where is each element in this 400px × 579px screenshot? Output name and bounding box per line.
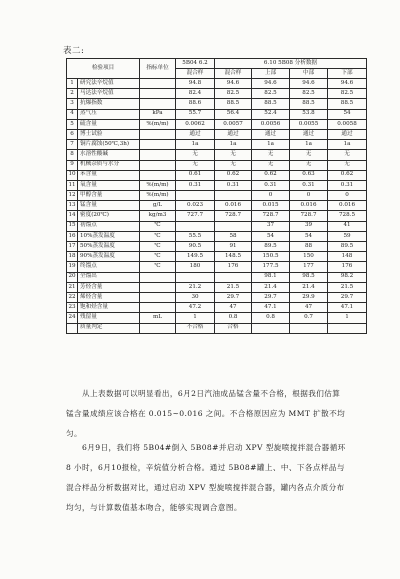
row-unit <box>140 170 176 180</box>
row-value: 1a <box>290 140 328 150</box>
row-value: 88.6 <box>176 99 215 109</box>
row-value: 29.7 <box>328 292 367 302</box>
row-number: 11 <box>67 180 78 190</box>
row-value: 无 <box>215 150 252 160</box>
row-value: 无 <box>176 150 215 160</box>
row-number: 13 <box>67 201 78 211</box>
table-row <box>67 129 367 139</box>
table-row <box>67 292 367 302</box>
row-value: 无 <box>252 160 290 170</box>
row-unit: %(m/m) <box>140 180 176 190</box>
row-value: 728.7 <box>290 211 328 221</box>
row-value: 728.7 <box>252 211 290 221</box>
table-header-row <box>67 59 367 69</box>
row-number: 14 <box>67 211 78 221</box>
row-unit: ℃ <box>140 221 176 231</box>
paragraph-remedy: 6月9日，我们将 5B04#倒入 5B08#并启动 XPV 型旋喷搅拌混合器循环 8 小时，6月10报检，辛烷值分析合格。通过 5B08#罐上、中、下各点样品与混合样品分析数据对比，通过启动 XPV 型旋喷搅拌混合器，罐内各点介质分布均匀，与计算数值基本吻合，能够实现调合意图。 <box>66 443 346 512</box>
table-row <box>67 201 367 211</box>
analysis-table <box>66 58 367 334</box>
row-number <box>67 323 78 333</box>
row-value: 148.5 <box>215 252 252 262</box>
paragraph-conclusion: 从上表数据可以明显看出，6月2日汽油成品锰含量不合格，根据我们估算锰含量成绩应该合格在 0.015~0.016 之间。不合格原因应为 MMT 扩散不均匀。 <box>66 389 346 438</box>
table-row <box>67 262 367 272</box>
row-value: 728.7 <box>215 211 252 221</box>
table-row <box>67 89 367 99</box>
row-value: 1a <box>328 140 367 150</box>
row-value: 88.5 <box>328 99 367 109</box>
row-value: 55.5 <box>176 231 215 241</box>
row-value: 94.6 <box>328 79 367 89</box>
row-item: 50%蒸发温度 <box>78 242 140 252</box>
row-value: 21.5 <box>328 282 367 292</box>
row-value: 0 <box>290 191 328 201</box>
row-item: 全馏出 <box>78 272 140 282</box>
row-number: 16 <box>67 231 78 241</box>
row-value: 94.6 <box>290 79 328 89</box>
row-unit <box>140 292 176 302</box>
row-number: 18 <box>67 252 78 262</box>
row-value <box>215 221 252 231</box>
row-item: 研究法辛烷值 <box>78 79 140 89</box>
row-value: 54 <box>328 109 367 119</box>
row-value: 0 <box>328 191 367 201</box>
header-group-b: 6.10 5B08 分析数据 <box>215 59 367 69</box>
row-item: 机械杂质与水分 <box>78 160 140 170</box>
table-row <box>67 140 367 150</box>
row-value: 29.9 <box>290 292 328 302</box>
row-number: 7 <box>67 140 78 150</box>
row-value <box>176 272 215 282</box>
header-group-a: 5B04 6.2 <box>176 59 215 69</box>
row-value: 21.2 <box>176 282 215 292</box>
row-value: 29.7 <box>252 292 290 302</box>
row-value: 94.8 <box>176 79 215 89</box>
row-value: 通过 <box>290 129 328 139</box>
row-number: 20 <box>67 272 78 282</box>
row-number: 15 <box>67 221 78 231</box>
row-unit: %(m/m) <box>140 119 176 129</box>
row-item: 抗爆指数 <box>78 99 140 109</box>
row-value: 0.62 <box>252 170 290 180</box>
row-value: 无 <box>176 160 215 170</box>
row-value: 0.31 <box>215 180 252 190</box>
row-value: 47.1 <box>252 303 290 313</box>
row-value: 82.5 <box>252 89 290 99</box>
row-value: 21.4 <box>252 282 290 292</box>
row-value: 0.62 <box>215 170 252 180</box>
row-value: 1a <box>176 140 215 150</box>
row-value: 180 <box>176 262 215 272</box>
row-value: 82.5 <box>215 89 252 99</box>
row-unit: mL <box>140 313 176 323</box>
table-title: 表二: <box>63 46 85 56</box>
row-value: 39 <box>290 221 328 231</box>
row-value <box>252 323 290 333</box>
table-row <box>67 272 367 282</box>
row-value: 98.5 <box>290 272 328 282</box>
row-value: 通过 <box>215 129 252 139</box>
row-value: 30 <box>176 292 215 302</box>
row-unit: ℃ <box>140 252 176 262</box>
row-item: 10%蒸发温度 <box>78 231 140 241</box>
row-number: 23 <box>67 303 78 313</box>
row-item: 终馏点 <box>78 262 140 272</box>
table-row <box>67 242 367 252</box>
row-value: 0.31 <box>290 180 328 190</box>
row-value: 41 <box>328 221 367 231</box>
row-value <box>176 221 215 231</box>
row-item: 氧含量 <box>78 180 140 190</box>
row-item: 饱和烃含量 <box>78 303 140 313</box>
row-value: 1a <box>252 140 290 150</box>
row-unit: %(m/m) <box>140 191 176 201</box>
row-value: 98.2 <box>328 272 367 282</box>
row-unit <box>140 303 176 313</box>
row-value: 无 <box>328 150 367 160</box>
row-value: 0.023 <box>176 201 215 211</box>
row-unit <box>140 129 176 139</box>
row-item: 蒸气压 <box>78 109 140 119</box>
table-row <box>67 160 367 170</box>
row-value: 21.5 <box>215 282 252 292</box>
row-value: 89.5 <box>328 242 367 252</box>
row-number: 9 <box>67 160 78 170</box>
row-value: 47 <box>215 303 252 313</box>
row-value: 88.5 <box>252 99 290 109</box>
row-value: 98.1 <box>252 272 290 282</box>
header-item: 检验项目 <box>67 59 140 79</box>
row-value: 91 <box>215 242 252 252</box>
row-number: 22 <box>67 292 78 302</box>
table-row <box>67 191 367 201</box>
row-value: 0.62 <box>328 170 367 180</box>
row-value: 88.5 <box>290 99 328 109</box>
row-item: 铜片腐蚀(50℃,3h) <box>78 140 140 150</box>
table-row <box>67 221 367 231</box>
table-row <box>67 150 367 160</box>
row-item: 90%蒸发温度 <box>78 252 140 262</box>
row-value: 727.7 <box>176 211 215 221</box>
row-value: 0.0056 <box>252 119 290 129</box>
row-unit <box>140 140 176 150</box>
row-number: 8 <box>67 150 78 160</box>
table-row <box>67 180 367 190</box>
row-item: 马达法辛烷值 <box>78 89 140 99</box>
row-value: 59 <box>328 231 367 241</box>
row-unit: kPa <box>140 109 176 119</box>
row-value: 0.016 <box>328 201 367 211</box>
row-value: 88.5 <box>215 99 252 109</box>
row-value: 177.5 <box>252 262 290 272</box>
row-value <box>328 323 367 333</box>
row-item: 烯烃含量 <box>78 292 140 302</box>
row-item: 硫含量 <box>78 119 140 129</box>
row-unit: ℃ <box>140 262 176 272</box>
row-value: 0.7 <box>290 313 328 323</box>
table-row <box>67 109 367 119</box>
row-value: 0.0058 <box>328 119 367 129</box>
row-number: 10 <box>67 170 78 180</box>
table-row <box>67 231 367 241</box>
row-value: 1a <box>215 140 252 150</box>
row-value: 82.4 <box>176 89 215 99</box>
row-value <box>176 191 215 201</box>
row-value: 89.5 <box>252 242 290 252</box>
row-number: 6 <box>67 129 78 139</box>
row-value: 0.63 <box>290 170 328 180</box>
row-value: 54 <box>252 231 290 241</box>
row-item: 锰含量 <box>78 201 140 211</box>
row-value: 728.5 <box>328 211 367 221</box>
row-item: 苯含量 <box>78 170 140 180</box>
subheader-middle: 中部 <box>290 69 328 79</box>
table-row <box>67 323 367 333</box>
row-unit: ℃ <box>140 231 176 241</box>
row-value: 1 <box>328 313 367 323</box>
table-row <box>67 119 367 129</box>
subheader-upper: 上部 <box>252 69 290 79</box>
row-value: 150 <box>290 252 328 262</box>
row-value: 0.31 <box>252 180 290 190</box>
row-number: 21 <box>67 282 78 292</box>
row-value: 177 <box>290 262 328 272</box>
table-row <box>67 252 367 262</box>
table-row <box>67 99 367 109</box>
table-row <box>67 211 367 221</box>
row-number: 1 <box>67 79 78 89</box>
row-value: 82.5 <box>290 89 328 99</box>
row-number: 19 <box>67 262 78 272</box>
subheader-lower: 下部 <box>328 69 367 79</box>
row-unit <box>140 89 176 99</box>
row-value: 94.6 <box>252 79 290 89</box>
row-value: 88 <box>290 242 328 252</box>
row-item: 甲醇含量 <box>78 191 140 201</box>
row-value: 0.31 <box>328 180 367 190</box>
table-row <box>67 303 367 313</box>
row-value: 0 <box>252 191 290 201</box>
row-unit <box>140 323 176 333</box>
row-value: 90.5 <box>176 242 215 252</box>
row-item: 水溶性酸碱 <box>78 150 140 160</box>
row-value: 37 <box>252 221 290 231</box>
row-unit <box>140 160 176 170</box>
row-value: 52.4 <box>252 109 290 119</box>
row-unit: g/L <box>140 201 176 211</box>
table-row <box>67 313 367 323</box>
row-unit: ℃ <box>140 242 176 252</box>
row-value: 0.0055 <box>290 119 328 129</box>
row-value: 0.8 <box>252 313 290 323</box>
row-unit <box>140 99 176 109</box>
row-value: 0.61 <box>176 170 215 180</box>
row-item: 质量判定 <box>78 323 140 333</box>
row-value: 通过 <box>328 129 367 139</box>
row-value: 53.8 <box>290 109 328 119</box>
row-number: 4 <box>67 109 78 119</box>
row-unit <box>140 79 176 89</box>
row-value: 无 <box>328 160 367 170</box>
row-value: 合格 <box>215 323 252 333</box>
row-unit <box>140 272 176 282</box>
row-number: 2 <box>67 89 78 99</box>
subheader-mixed-b: 混合样 <box>215 69 252 79</box>
row-value: 无 <box>290 150 328 160</box>
row-value: 0.016 <box>290 201 328 211</box>
row-value: 无 <box>252 150 290 160</box>
row-value: 94.6 <box>215 79 252 89</box>
row-unit <box>140 150 176 160</box>
row-value: 47.2 <box>176 303 215 313</box>
row-item: 芳烃含量 <box>78 282 140 292</box>
row-value: 55.7 <box>176 109 215 119</box>
row-value: 54 <box>290 231 328 241</box>
row-value: 150.5 <box>252 252 290 262</box>
row-value: 无 <box>290 160 328 170</box>
header-unit: 指标单位 <box>140 59 176 79</box>
row-value: 不合格 <box>176 323 215 333</box>
row-value: 0.015 <box>252 201 290 211</box>
row-value <box>290 323 328 333</box>
row-unit <box>140 282 176 292</box>
subheader-mixed-a: 混合样 <box>176 69 215 79</box>
row-value: 47.1 <box>328 303 367 313</box>
table-body <box>67 79 367 334</box>
table-row <box>67 79 367 89</box>
row-value: 0.0057 <box>215 119 252 129</box>
row-value: 0.8 <box>215 313 252 323</box>
row-number: 12 <box>67 191 78 201</box>
row-item: 初馏点 <box>78 221 140 231</box>
row-value: 通过 <box>252 129 290 139</box>
row-value: 47 <box>290 303 328 313</box>
row-number: 3 <box>67 99 78 109</box>
row-value: 149.5 <box>176 252 215 262</box>
row-value: 29.7 <box>215 292 252 302</box>
row-value <box>215 191 252 201</box>
table-row <box>67 282 367 292</box>
row-number: 5 <box>67 119 78 129</box>
row-value: 0.31 <box>176 180 215 190</box>
row-item: 密度(20℃) <box>78 211 140 221</box>
row-item: 博士试验 <box>78 129 140 139</box>
row-number: 24 <box>67 313 78 323</box>
row-value: 176 <box>215 262 252 272</box>
row-value: 0.0062 <box>176 119 215 129</box>
row-value: 148 <box>328 252 367 262</box>
row-value: 通过 <box>176 129 215 139</box>
row-unit: kg/m3 <box>140 211 176 221</box>
row-value: 0.016 <box>215 201 252 211</box>
row-value: 58 <box>215 231 252 241</box>
row-value: 无 <box>215 160 252 170</box>
row-value: 1 <box>176 313 215 323</box>
table-row <box>67 170 367 180</box>
row-value: 176 <box>328 262 367 272</box>
row-value: 82.5 <box>328 89 367 99</box>
row-value: 56.4 <box>215 109 252 119</box>
row-value: 21.4 <box>290 282 328 292</box>
row-item: 残留量 <box>78 313 140 323</box>
row-value <box>215 272 252 282</box>
row-number: 17 <box>67 242 78 252</box>
